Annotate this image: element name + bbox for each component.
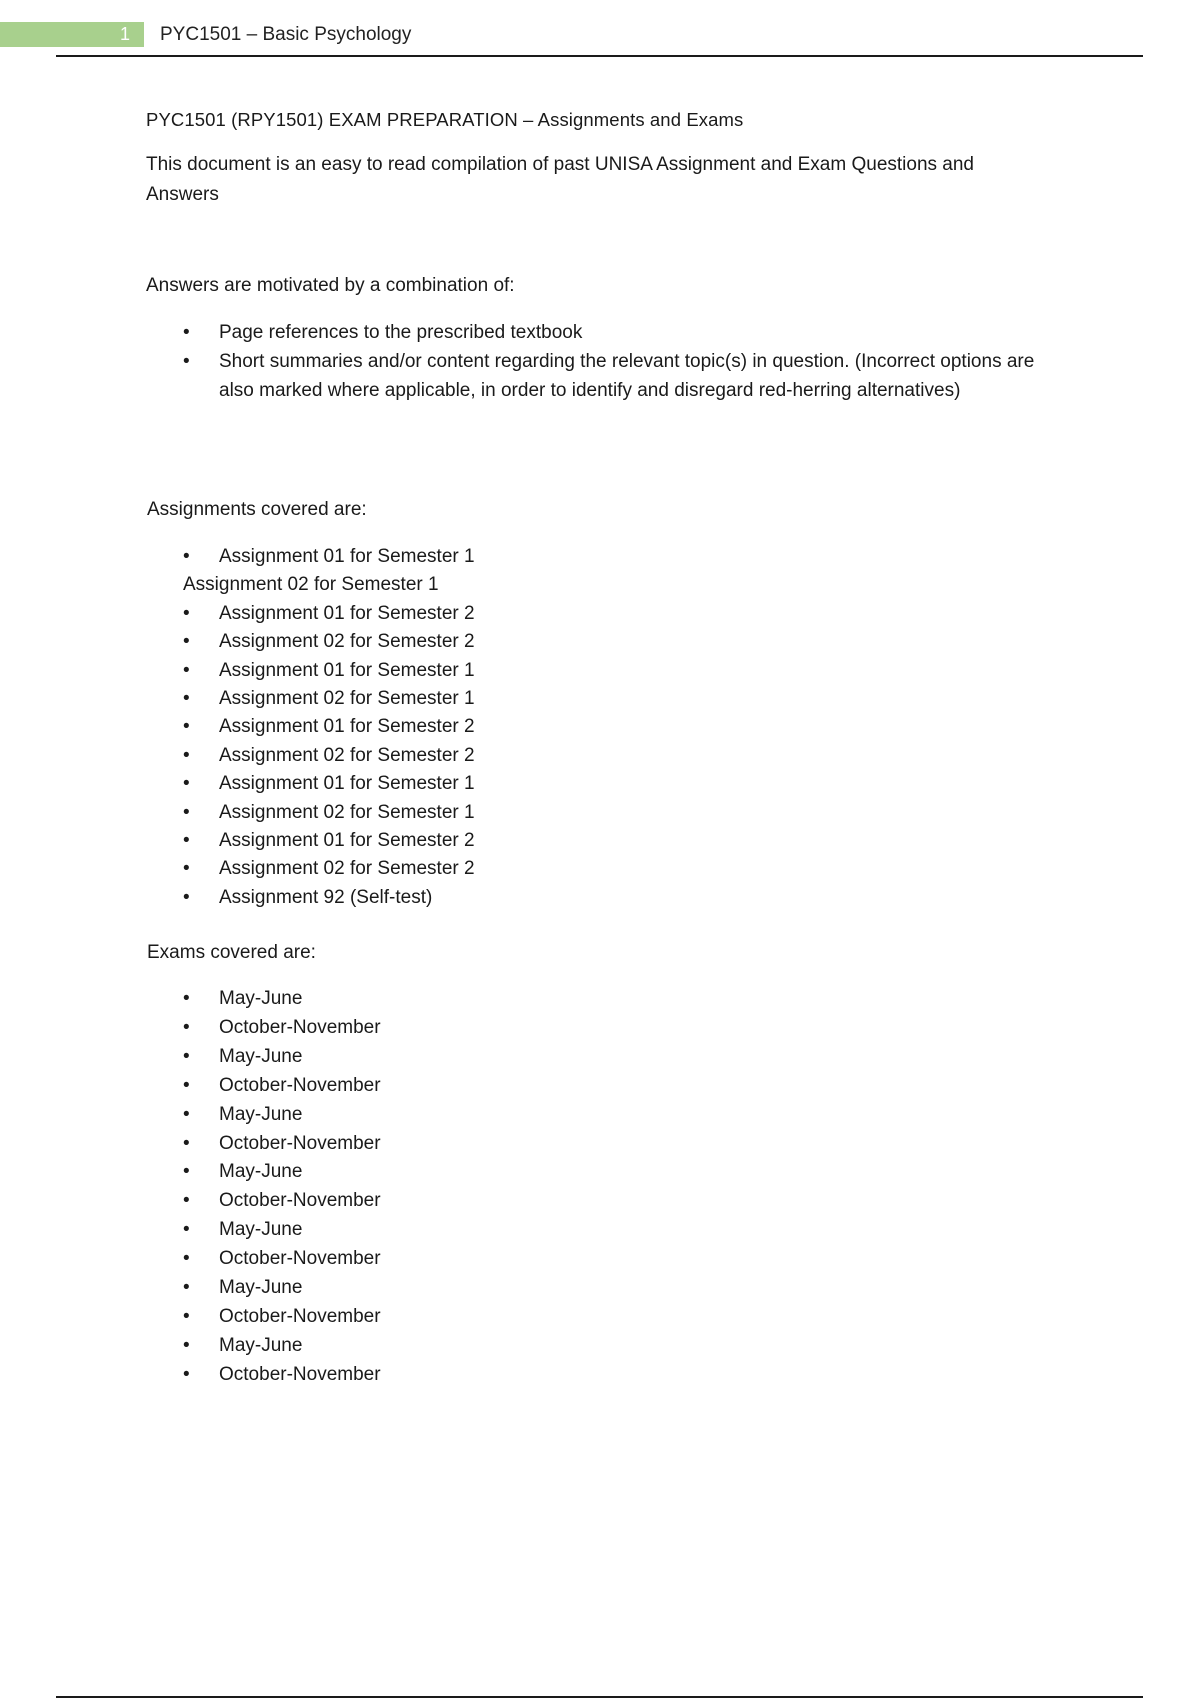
list-item-text: Page references to the prescribed textbook [219,322,583,343]
list-item [146,1158,746,1187]
bullet-icon: • [183,1103,190,1125]
assignments-list [146,543,746,912]
list-item [146,799,746,827]
list-item-text: October-November [219,1190,381,1212]
bullet-icon: • [183,1334,190,1356]
list-item-text: Assignment 02 for Semester 2 [219,744,475,766]
list-item-text: Assignment 02 for Semester 1 [183,574,439,596]
list-item-text: Assignment 01 for Semester 2 [219,602,475,624]
list-item-text: May-June [219,1045,303,1067]
bullet-icon: • [183,1045,190,1067]
bullet-icon: • [183,858,190,880]
list-item [146,628,746,656]
list-item [146,1101,746,1130]
list-item [146,1187,746,1216]
list-item-text: Short summaries and/or content regarding the relevant topic(s) in question. (Incorrect options are also marked where applicable, in order to identify and disregard red-herring alternatives) [219,351,1035,401]
list-item-text: October-November [219,1305,381,1327]
list-item-text: Assignment 01 for Semester 2 [219,716,475,738]
list-item [146,827,746,855]
list-item [146,657,746,685]
assignments-heading: Assignments covered are: [147,499,367,520]
list-item [146,571,746,599]
motivation-list [146,318,1046,405]
header-divider [56,55,1143,57]
list-item-text: Assignment 02 for Semester 1 [219,801,475,823]
footer-divider [56,1696,1143,1698]
bullet-icon: • [183,886,190,908]
bullet-icon: • [183,631,190,653]
list-item [146,318,1046,347]
document-title: PYC1501 (RPY1501) EXAM PREPARATION – Assignments and Exams [146,109,744,130]
list-item-text: May-June [219,1219,303,1241]
bullet-icon: • [183,1219,190,1241]
list-item-text: October-November [219,1248,381,1270]
list-item [146,347,1046,405]
bullet-icon: • [183,322,190,343]
list-item [146,1216,746,1245]
bullet-icon: • [183,659,190,681]
list-item-text: October-November [219,1363,381,1385]
list-item [146,713,746,741]
list-item [146,1274,746,1303]
bullet-icon: • [183,801,190,823]
exams-list [146,985,746,1390]
motivated-heading: Answers are motivated by a combination of: [146,275,515,296]
list-item-text: May-June [219,1103,303,1125]
bullet-icon: • [183,1161,190,1183]
page-number-box [0,22,144,47]
exams-heading: Exams covered are: [147,942,316,963]
bullet-icon: • [183,1277,190,1299]
list-item [146,1072,746,1101]
bullet-icon: • [183,1190,190,1212]
bullet-icon: • [183,744,190,766]
page-number: 1 [119,24,130,44]
list-item-text: October-November [219,1074,381,1096]
bullet-icon: • [183,988,190,1009]
list-item [146,1043,746,1072]
bullet-icon: • [183,351,190,372]
list-item [146,1332,746,1361]
list-item [146,770,746,798]
bullet-icon: • [183,1132,190,1154]
list-item-text: Assignment 02 for Semester 2 [219,631,475,653]
list-item [146,985,746,1014]
bullet-icon: • [183,546,190,567]
list-item-text: October-November [219,1132,381,1154]
list-item [146,1303,746,1332]
bullet-icon: • [183,602,190,624]
list-item [146,742,746,770]
list-item-text: Assignment 01 for Semester 1 [219,546,475,567]
list-item-text: Assignment 02 for Semester 1 [219,688,475,710]
bullet-icon: • [183,1074,190,1096]
bullet-icon: • [183,1248,190,1270]
list-item [146,855,746,883]
list-item [146,1130,746,1159]
list-item-text: May-June [219,1161,303,1183]
list-item [146,600,746,628]
bullet-icon: • [183,1016,190,1038]
bullet-icon: • [183,1305,190,1327]
bullet-icon: • [183,688,190,710]
list-item [146,1014,746,1043]
bullet-icon: • [183,716,190,738]
list-item-text: May-June [219,1277,303,1299]
list-item-text: October-November [219,1016,381,1038]
header-title: PYC1501 – Basic Psychology [160,24,412,45]
bullet-icon: • [183,773,190,795]
list-item [146,1361,746,1390]
list-item-text: Assignment 01 for Semester 2 [219,830,475,852]
list-item-text: Assignment 01 for Semester 1 [219,773,475,795]
list-item-text: May-June [219,1334,303,1356]
bullet-icon: • [183,1363,190,1385]
list-item [146,884,746,912]
list-item-text: Assignment 01 for Semester 1 [219,659,475,681]
list-item [146,685,746,713]
list-item [146,1245,746,1274]
list-item [146,543,746,571]
intro-paragraph: This document is an easy to read compilation of past UNISA Assignment and Exam Questions and Answers [146,154,974,205]
list-item-text: Assignment 92 (Self-test) [219,886,433,908]
list-item-text: Assignment 02 for Semester 2 [219,858,475,880]
list-item-text: May-June [219,988,303,1009]
bullet-icon: • [183,830,190,852]
